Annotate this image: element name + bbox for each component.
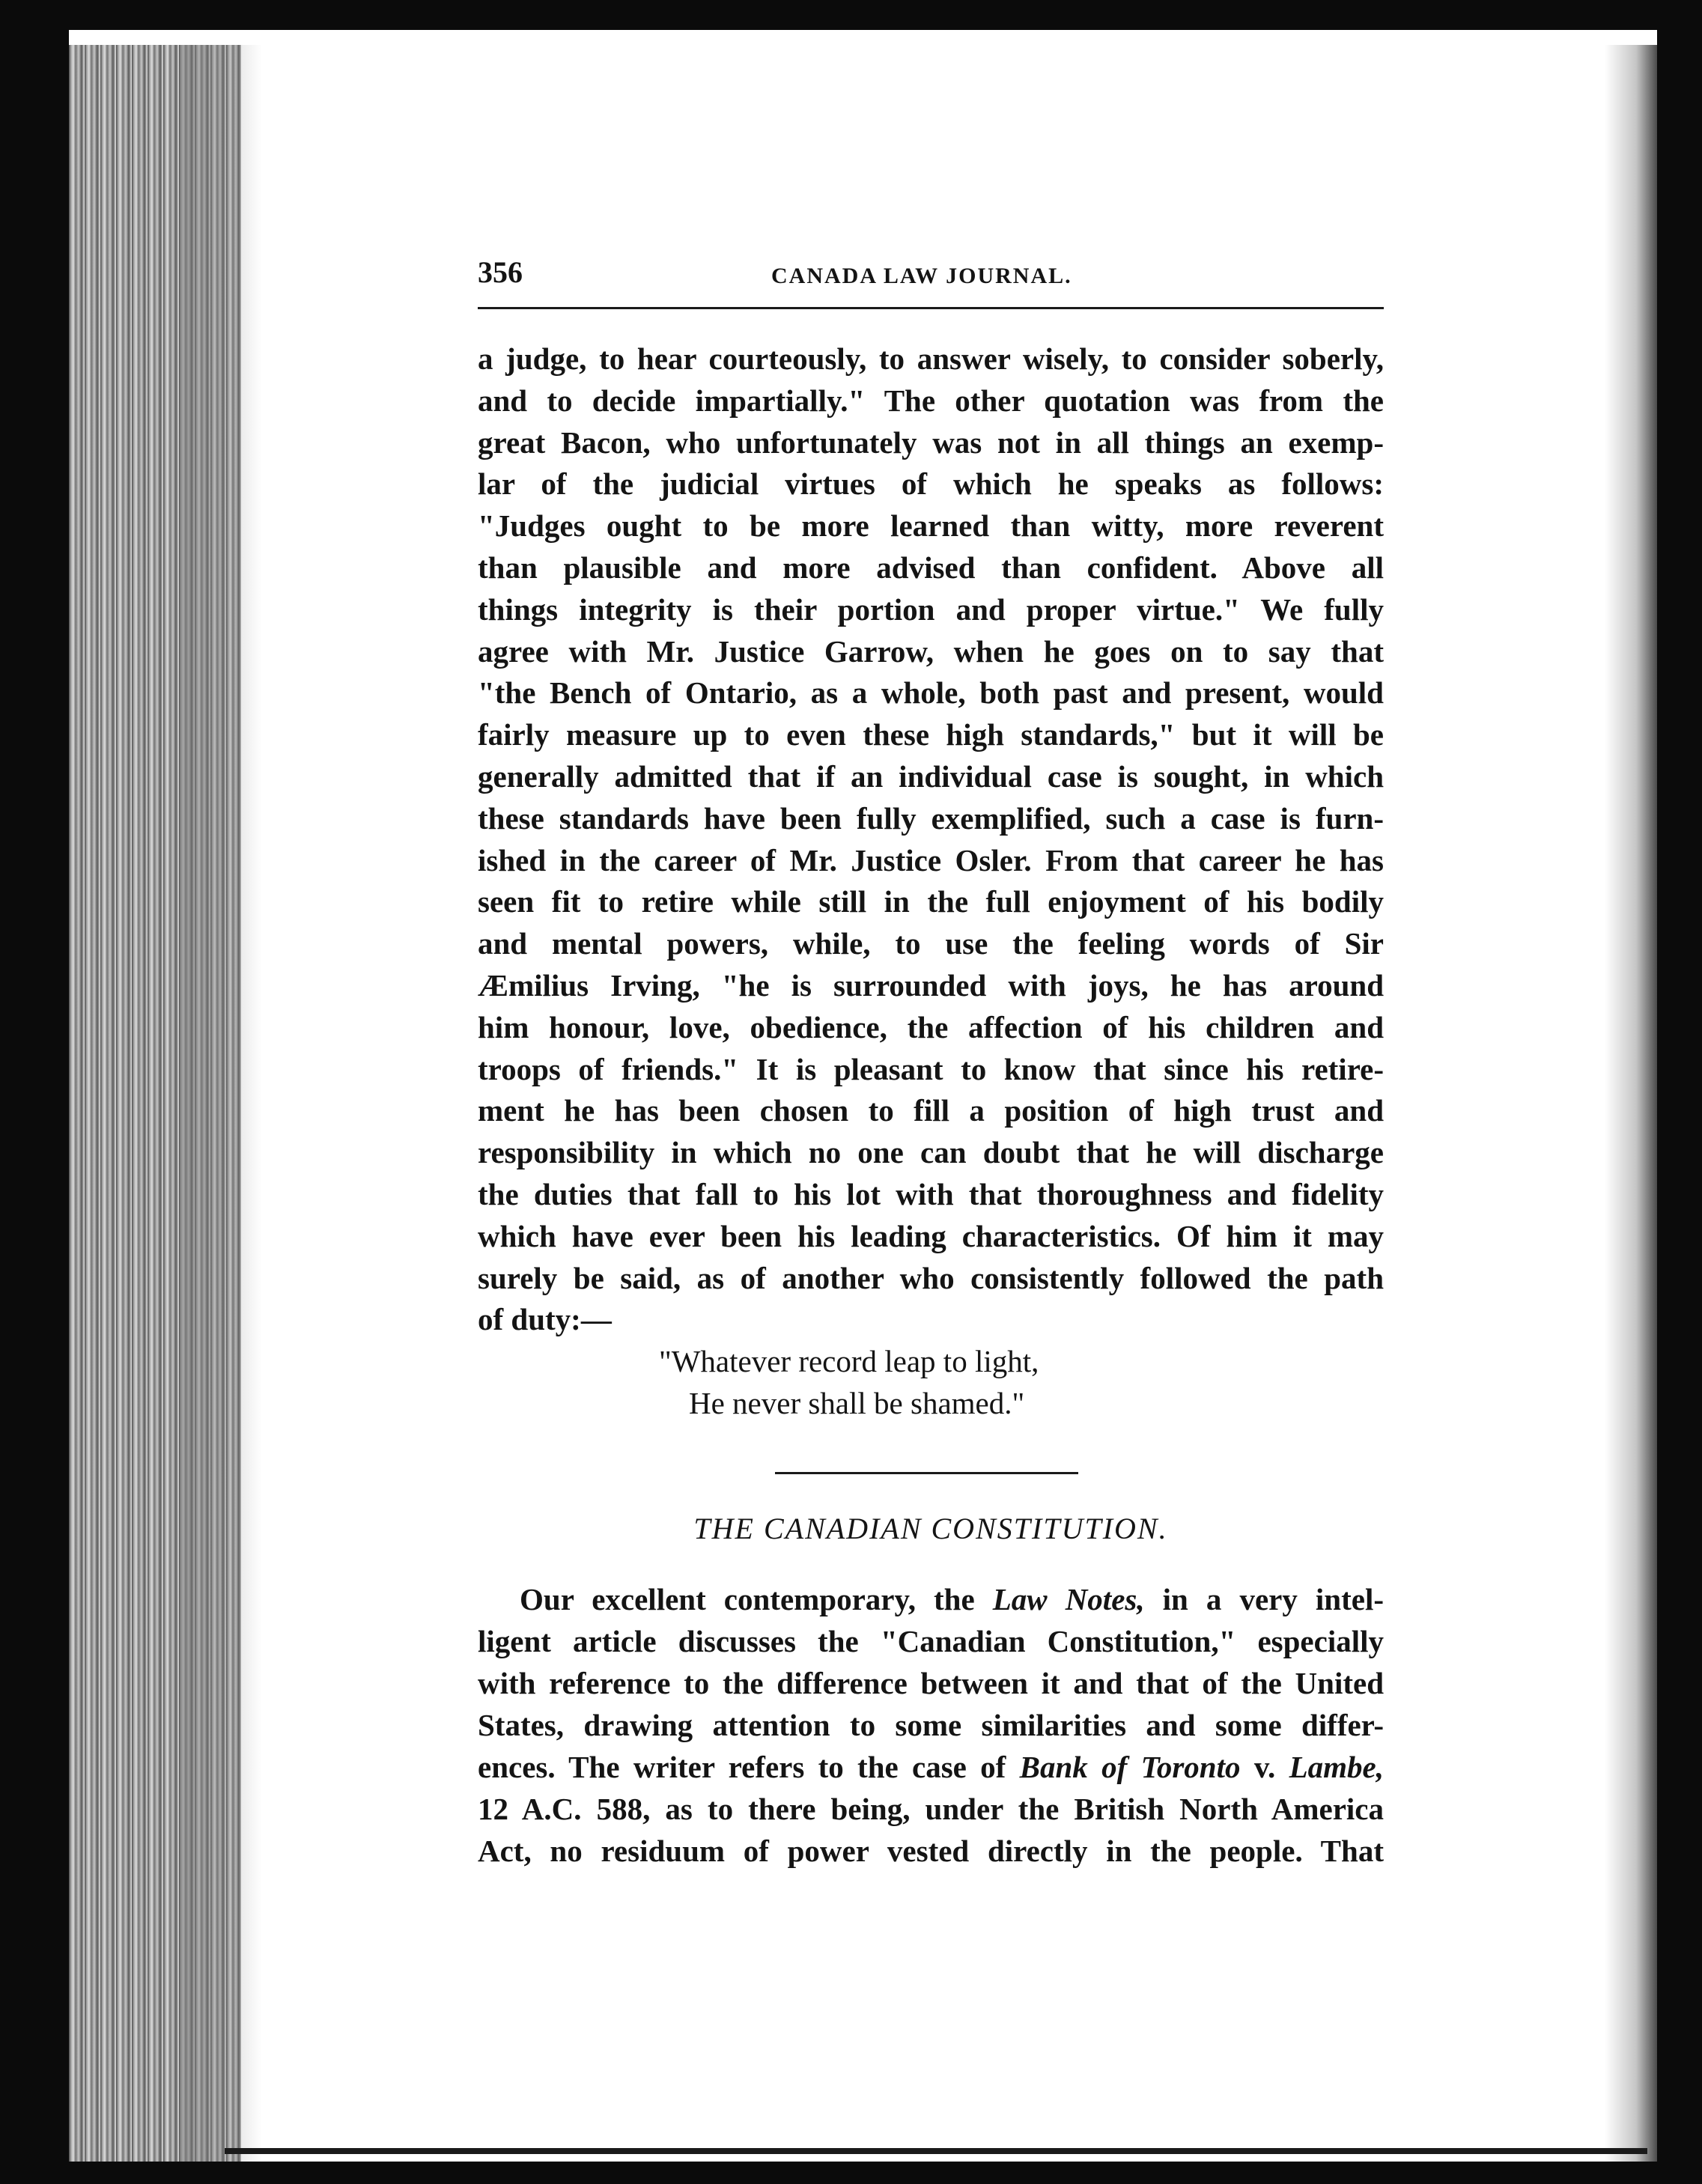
text-run: v. xyxy=(1240,1750,1289,1784)
text-line: and mental powers, while, to use the feeling words of Sir xyxy=(478,926,1384,961)
text-run: ences. The writer refers to the case of xyxy=(478,1750,1020,1784)
text-line: the duties that fall to his lot with that thoroughness and fidelity xyxy=(478,1176,1384,1211)
section-heading: THE CANADIAN CONSTITUTION. xyxy=(693,1512,1168,1545)
text-line: "the Bench of Ontario, as a whole, both past and present, would xyxy=(478,675,1384,711)
text-run: Our excellent contemporary, the xyxy=(520,1582,993,1616)
text-line: of duty:— xyxy=(478,1302,612,1337)
text-line: ment he has been chosen to fill a position of high trust and xyxy=(478,1093,1384,1128)
text-line: troops of friends." It is pleasant to know that since his retire- xyxy=(478,1051,1384,1086)
text-line: with reference to the difference between it and that of the United xyxy=(478,1666,1384,1700)
text-line: surely be said, as of another who consistently followed the path xyxy=(478,1260,1384,1295)
page-header xyxy=(478,255,1393,299)
text-line: him honour, love, obedience, the affection of his children and xyxy=(478,1009,1384,1044)
text-line: a judge, to hear courteously, to answer wisely, to consider soberly, xyxy=(478,341,1384,376)
text-line: than plausible and more advised than confident. Above all xyxy=(478,550,1384,585)
text-line: Act, no residuum of power vested directly in the people. That xyxy=(478,1834,1384,1868)
section-divider xyxy=(775,1472,1078,1474)
text-line xyxy=(478,1578,1384,1620)
publication-title: Law Notes, xyxy=(992,1582,1145,1616)
text-line: ligent article discusses the "Canadian Constitution," especially xyxy=(478,1624,1384,1658)
text-line: ished in the career of Mr. Justice Osler. From that career he has xyxy=(478,842,1384,877)
scan-top-border xyxy=(0,0,1702,30)
case-name-party: Lambe, xyxy=(1289,1750,1385,1784)
verse-line: "Whatever record leap to light, xyxy=(659,1344,1039,1378)
text-line: States, drawing attention to some similarities and some differ- xyxy=(478,1708,1384,1742)
text-line: lar of the judicial virtues of which he speaks as follows: xyxy=(478,466,1384,502)
text-line: great Bacon, who unfortunately was not in all things an exemp- xyxy=(478,425,1384,460)
verse-quotation xyxy=(659,1340,1333,1424)
text-line: seen fit to retire while still in the full enjoyment of his bodily xyxy=(478,884,1384,919)
text-line: 12 A.C. 588, as to there being, under the British North America xyxy=(478,1792,1384,1826)
right-edge-shadow xyxy=(1605,45,1657,2171)
text-line: generally admitted that if an individual case is sought, in which xyxy=(478,758,1384,794)
book-spine-gutter xyxy=(0,0,69,2184)
text-line: things integrity is their portion and proper virtue." We fully xyxy=(478,591,1384,627)
text-line: these standards have been fully exemplified, such a case is furn- xyxy=(478,800,1384,836)
page-bottom-edge xyxy=(225,2148,1647,2154)
text-line: which have ever been his leading characteristics. Of him it may xyxy=(478,1218,1384,1253)
text-run: in a very intel- xyxy=(1144,1582,1385,1616)
verse-line: He never shall be shamed." xyxy=(689,1386,1025,1420)
running-title: CANADA LAW JOURNAL. xyxy=(771,264,1072,288)
text-line: fairly measure up to even these high standards," but it will be xyxy=(478,717,1384,752)
text-line: responsibility in which no one can doubt that he will discharge xyxy=(478,1135,1384,1170)
text-line: Æmilius Irving, "he is surrounded with joys, he has around xyxy=(478,967,1384,1003)
gutter-shadow xyxy=(180,45,262,2171)
paragraph-judicial-virtues xyxy=(478,338,1384,1341)
scan-right-border xyxy=(1657,0,1702,2184)
text-line: agree with Mr. Justice Garrow, when he goes on to say that xyxy=(478,633,1384,669)
scan-bottom-border xyxy=(0,2162,1702,2184)
text-line: "Judges ought to be more learned than witty, more reverent xyxy=(478,508,1384,544)
case-name-party: Bank of Toronto xyxy=(1019,1750,1241,1784)
paragraph-canadian-constitution xyxy=(478,1578,1384,1872)
text-line xyxy=(478,1746,1384,1788)
header-rule xyxy=(478,307,1384,309)
page-number: 356 xyxy=(478,255,523,289)
text-line: and to decide impartially." The other quotation was from the xyxy=(478,383,1384,418)
